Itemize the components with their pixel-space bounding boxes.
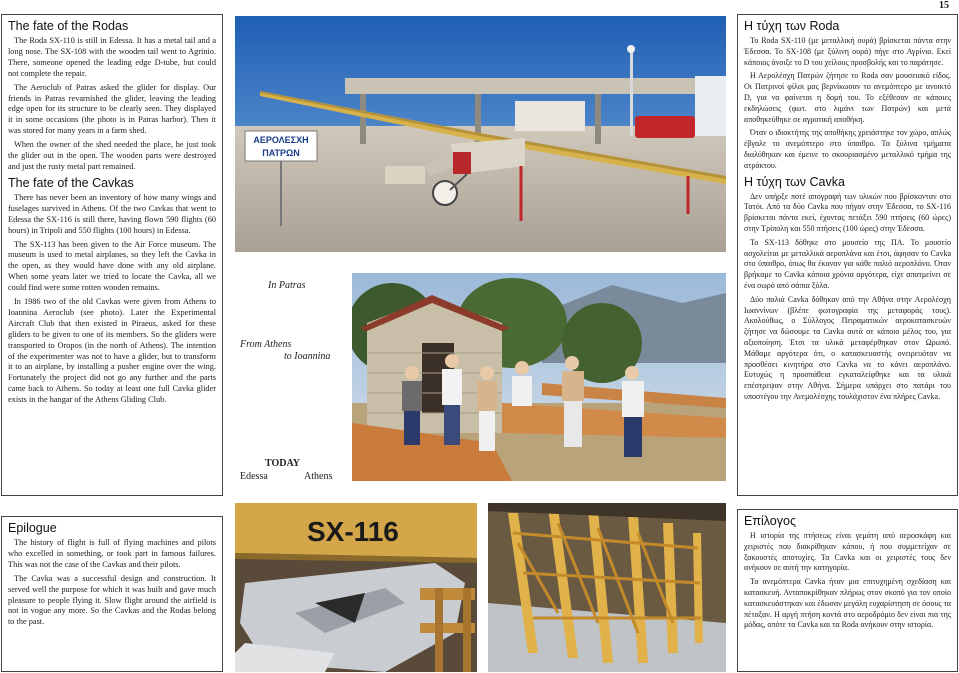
caption-athens: Athens <box>304 471 333 482</box>
caption-to-ioannina: to Ioannina <box>284 351 331 362</box>
rodas-en-heading: The fate of the Rodas <box>8 19 129 33</box>
cavkas-en-heading: The fate of the Cavkas <box>8 175 134 190</box>
cavkas-gr-paragraph: Δεν υπήρξε ποτέ απογραφή των υλικών που βρίσκονταν στο Τατόι. Από τα δύο Cavka που πήγαν στην Έδεσσα, το SX-116 βρίσκεται πάντα εκεί, έχοντας πετάξει 590 πτήσεις (60 ώρες) στην Τρίπολη και 550 πτήσεις (100 ώρες) στην Έδεσσα. <box>744 191 951 233</box>
rodas-en-paragraph: The Roda SX-110 is still in Edessa. It has a metal tail and a long nose. The SX-108 with the wooden tail went to Agrinio. There, someone opened the leading edge D-tube, but could not complete the repair. <box>8 36 216 78</box>
rodas-gr-paragraph: Η Αερολέσχη Πατρών ζήτησε το Roda σαν μουσειακό είδος. Οι Πατρινοί φίλοι μας βερνίκωσαν το ανεμόπτερο με ανοικτό D, για να φαίνεται η δομή του. Το εξέθεσαν σε κάποιες εκδηλώσεις (φωτ. στο λιμάνι των Πατρών) και μετά αποθηκεύθηκε σε αγροτική αποθήκη. <box>744 71 951 124</box>
photo-wing-structure-image <box>488 503 726 672</box>
photo-cavka-transport-image <box>352 273 726 481</box>
epilogue-gr-paragraph: Η ιστορία της πτήσεως είναι γεμάτη από αεροσκάφη και χειριστές που διακρίθηκαν κάπου, ή που συμμετείχαν σε ξακουστές αποτυχίες. Τα Cavka και οι χειριστές τους δεν ανήκουν σε αυτή την κατηγορία. <box>744 531 951 573</box>
cavkas-gr-heading: Η τύχη των Cavka <box>744 174 845 189</box>
rodas-cavkas-greek-box <box>737 14 958 496</box>
photo-roda-patras-image <box>235 16 726 252</box>
registration-text: SX-116 <box>307 516 399 547</box>
caption-edessa: Edessa <box>240 471 268 482</box>
rodas-en-paragraph: The Aeroclub of Patras asked the glider for display. Our friends in Patras revarnished the glider, leaving the leading edge open for its structure to be clearly seen. They displayed it in some occasions (the photo is in Patras harbor). Then it was stored for many years in a farm shed. <box>8 82 216 136</box>
rodas-gr-paragraph: Όταν ο ιδιοκτήτης της αποθήκης χρειάστηκε τον χώρο, απλώς έβγαλε το ανεμόπτερο στο ύπαιθρο. Τα ξύλινα τμήματα διαλύθηκαν και έμεινε το σκουριασμένο μεταλλικό τμήμα της ατράκτου. <box>744 128 951 170</box>
cavkas-en-paragraph: There has never been an inventory of how many wings and fuselages survived in Athens. Of the two Cavkas that went to Edessa the SX-116 is still there, having flown 590 flights (60 hours) in Tripoli and 550 flights (100 hours) in Edessa. <box>8 192 216 235</box>
cavkas-en-paragraph: In 1986 two of the old Cavkas were given from Athens to Ioannina Aeroclub (see photo). Later the Experimental Aircraft Club that then existed in Piraeus, asked for these gliders to be given to one of its members. So the gliders were transported to Oropos (in the north of Athens). The intention of the experimenter was not to have a glider, but to transform it to an airplane, by installing a pusher engine over the wing. Fortunately the project did not go any further and the parts came back to Athens. So today at least one full Cavka glider exists in the hangar of the Athens Gliding Club. <box>8 297 216 405</box>
epilogue-english-box <box>1 516 223 672</box>
cavkas-en-paragraph: The SX-113 has been given to the Air Force museum. The museum is used to metal airplanes, so they left the Cavka in the open, as they would have done with any old airplane. When some years later we tried to locate the Cavka, all we could find were some rotten wooden remains. <box>8 239 216 293</box>
epilogue-en-heading: Epilogue <box>8 521 57 535</box>
photo-sx116-wing <box>235 503 477 672</box>
photo-roda-patras <box>235 16 726 252</box>
patras-sign-line2: ΠΑΤΡΩΝ <box>262 148 300 158</box>
rodas-en-paragraph: When the owner of the shed needed the place, he just took the glider out in the open. The wooden parts were destroyed and just the rusty metal part remained. <box>8 140 216 171</box>
photo-wing-structure <box>488 503 726 672</box>
patras-sign-line1: ΑΕΡΟΛΕΣΧΗ <box>253 135 309 145</box>
epilogue-greek-box <box>737 509 958 672</box>
epilogue-gr-paragraph: Τα ανεμόπτερα Cavka ήταν μια επιτυχημένη σχεδίαση και κατασκευή. Ανταποκρίθηκαν πλήρως στον σκοπό για τον οποίο κατασκευάστηκαν και έδωσαν μεγάλη ευχαρίστηση σε όσους τα πέταξαν. Η αργή πτήση κοντά στο αεροδρόμιο δεν είναι πια της μόδας, οπότε τα Cavka και τα Roda ανήκουν στην ιστορία. <box>744 577 951 630</box>
cavkas-gr-paragraph: Το SX-113 δόθηκε στο μουσείο της ΠΑ. Το μουσείο ασχολείται με μεταλλικά αεροπλάνα και έτσι, άφησαν το Cavka στο ύπαιθρο, όπως θα έκαναν για κάθε παλιό αεροπλάνο. Όταν βρήκαμε το Cavka κάποια χρόνια αργότερα, είχε απατμείνει σε ένα σωρό από σάπια ξύλα. <box>744 237 951 290</box>
epilogue-en-paragraph: The Cavka was a successful design and construction. It served well the purpose for which it was built and gave much pleasure to people flying it. Slow flight around the airfield is not in vogue any more. So the Cavkas and the Rodas belong to the past. <box>8 573 216 627</box>
page-number: 15 <box>939 0 949 11</box>
caption-today: TODAY <box>265 458 301 469</box>
rodas-gr-paragraph: Το Roda SX-110 (με μεταλλική ουρά) βρίσκεται πάντα στην Έδεσσα. Το SX-108 (με ξύλινη ουρά) πήγε στο Αγρίνιο. Εκεί κάποιος άνοιξε το D του χείλους προσβολής και το παράτησε. <box>744 36 951 67</box>
rodas-cavkas-english-box <box>1 14 223 496</box>
caption-in-patras: In Patras <box>268 280 306 291</box>
epilogue-en-paragraph: The history of flight is full of flying machines and pilots who excelled in something, or took part in famous failures. This was not the case of the Cavkas and their pilots. <box>8 538 216 569</box>
photo-sx116-wing-image <box>235 503 477 672</box>
cavkas-gr-paragraph: Δύο παλιά Cavka δόθηκαν από την Αθήνα στην Αερολέσχη Ιωαννίνων (βλέπε φωτογραφία της μεταφοράς τους). Ακολούθως, ο Σύλλογος Πειραματικών αεροκατασκευών ζήτησε να δώσουμε τα Cavka αυτά σε κάποιο μέλος του, για αξιοποίηση. Έτσι τα υλικά μεταφέρθηκαν στον Ωρωπό. Μάθαμε αργότερα ότι, ο κατασκευαστής ονειρευόταν να προσθέσει κινητήρα στο Cavka να το κάνει αεροπλάνο. Ευτυχώς η προσπάθεια εγκαταλείφθηκε και τα υλικά επέστρεψαν στην Αθήνα. Σήμερα υπάρχει στο πατάρι του υποστέγου την Ανεμολέσχης τουλάχιστον ένα πλήρες Cavka. <box>744 294 951 401</box>
photo-cavka-transport <box>352 273 726 481</box>
epilogue-gr-heading: Επίλογος <box>744 514 796 528</box>
caption-from-athens: From Athens <box>240 339 292 350</box>
rodas-gr-heading: Η τύχη των Roda <box>744 19 840 33</box>
